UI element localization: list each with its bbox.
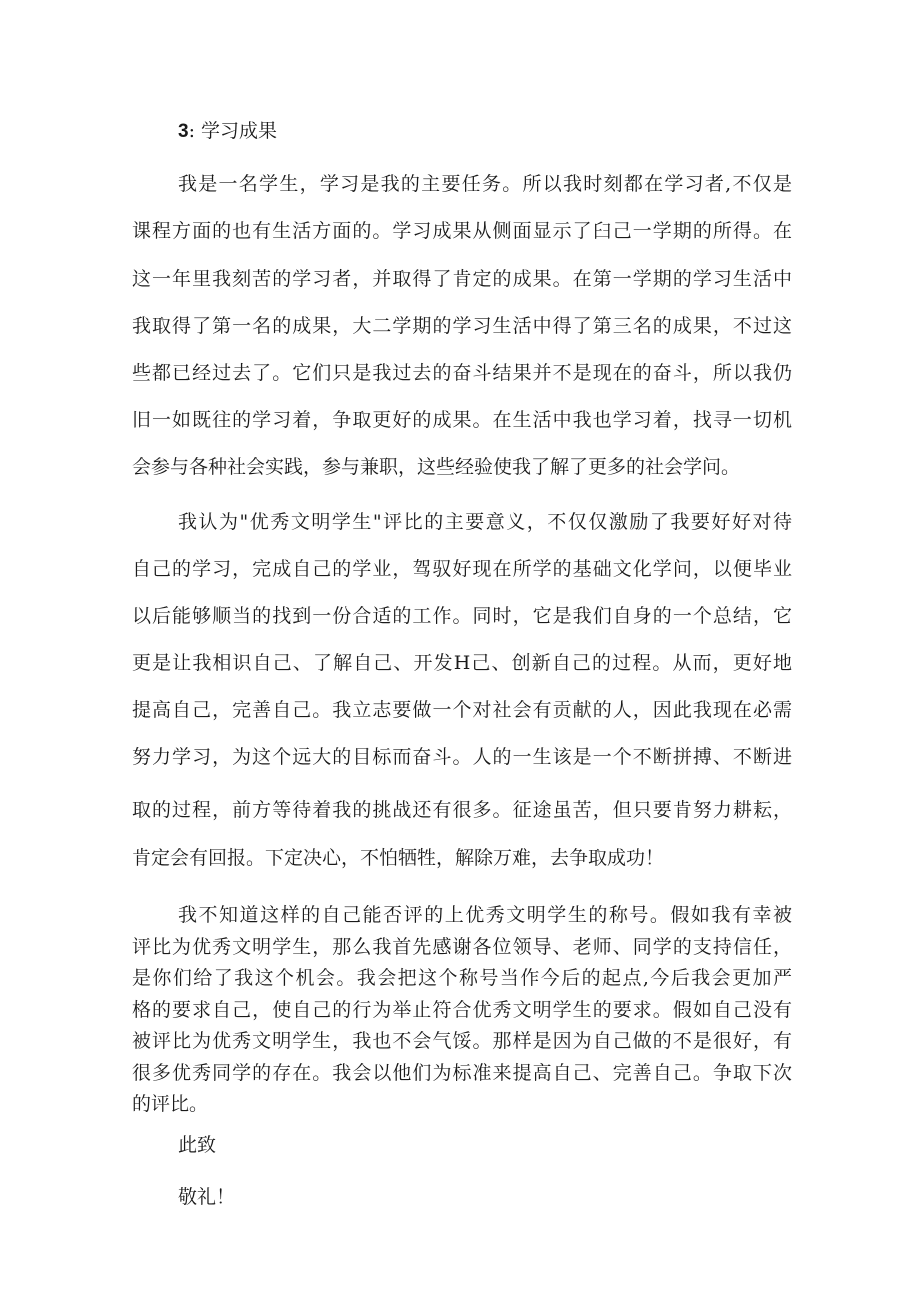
section-title: 学习成果 (201, 120, 278, 142)
section-separator: : (188, 120, 202, 142)
paragraph-line: 被评比为优秀文明学生，我也不会气馁。那样是因为自己做的不是很好，有 (132, 1030, 792, 1052)
paragraph-line: 些都已经过去了。它们只是我过去的奋斗结果并不是现在的奋斗，所以我仍 (132, 362, 792, 384)
paragraph-line: 取的过程，前方等待着我的挑战还有很多。征途虽苦，但只要肯努力耕耘， (132, 799, 792, 821)
paragraph-line: 更是让我相识自己、了解自己、开发H己、创新自己的过程。从而，更好地 (132, 652, 792, 674)
paragraph-line: 肯定会有回报。下定决心，不怕牺牲，解除万难，去争取成功！ (132, 847, 665, 869)
paragraph-line: 格的要求自己，使自己的行为举止符合优秀文明学生的要求。假如自己没有 (132, 999, 792, 1021)
paragraph-line: 是你们给了我这个机会。我会把这个称号当作今后的起点,今后我会更加严 (132, 967, 792, 989)
paragraph-line: 努力学习，为这个远大的目标而奋斗。人的一生该是一个不断拼搏、不断进 (132, 746, 792, 768)
paragraph-line: 我认为"优秀文明学生"评比的主要意义，不仅仅激励了我要好好对待 (178, 511, 792, 533)
paragraph-line: 这一年里我刻苦的学习者，并取得了肯定的成果。在第一学期的学习生活中 (132, 268, 792, 290)
paragraph-line: 旧一如既往的学习着，争取更好的成果。在生活中我也学习着，找寻一切机 (132, 409, 792, 431)
paragraph-line: 我不知道这样的自己能否评的上优秀文明学生的称号。假如我有幸被 (178, 904, 792, 926)
paragraph-line: 很多优秀同学的存在。我会以他们为标准来提高自己、完善自己。争取下次 (132, 1062, 792, 1084)
paragraph-line: 课程方面的也有生活方面的。学习成果从侧面显示了臼己一学期的所得。在 (132, 220, 792, 242)
paragraph-line: 我是一名学生，学习是我的主要任务。所以我时刻都在学习者,不仅是 (178, 173, 792, 195)
paragraph-line: 评比为优秀文明学生，那么我首先感谢各位领导、老师、同学的支持信任， (132, 936, 792, 958)
paragraph-line: 提高自己，完善自己。我立志要做一个对社会有贡献的人，因此我现在必需 (132, 699, 792, 721)
closing-salutation: 此致 (178, 1134, 217, 1156)
section-heading (178, 116, 277, 147)
paragraph-line: 自己的学习，完成自己的学业，驾驭好现在所学的基础文化学问，以便毕业 (132, 558, 792, 580)
paragraph-line: 以后能够顺当的找到一份合适的工作。同时，它是我们自身的一个总结，它 (132, 605, 792, 627)
paragraph-line: 我取得了第一名的成果，大二学期的学习生活中得了第三名的成果，不过这 (132, 315, 792, 337)
paragraph-line: 的评比。 (132, 1093, 209, 1115)
closing-regards: 敬礼！ (178, 1186, 236, 1208)
section-number: 3 (178, 121, 189, 142)
paragraph-line: 会参与各种社会实践，参与兼职，这些经验使我了解了更多的社会学问。 (132, 456, 741, 478)
